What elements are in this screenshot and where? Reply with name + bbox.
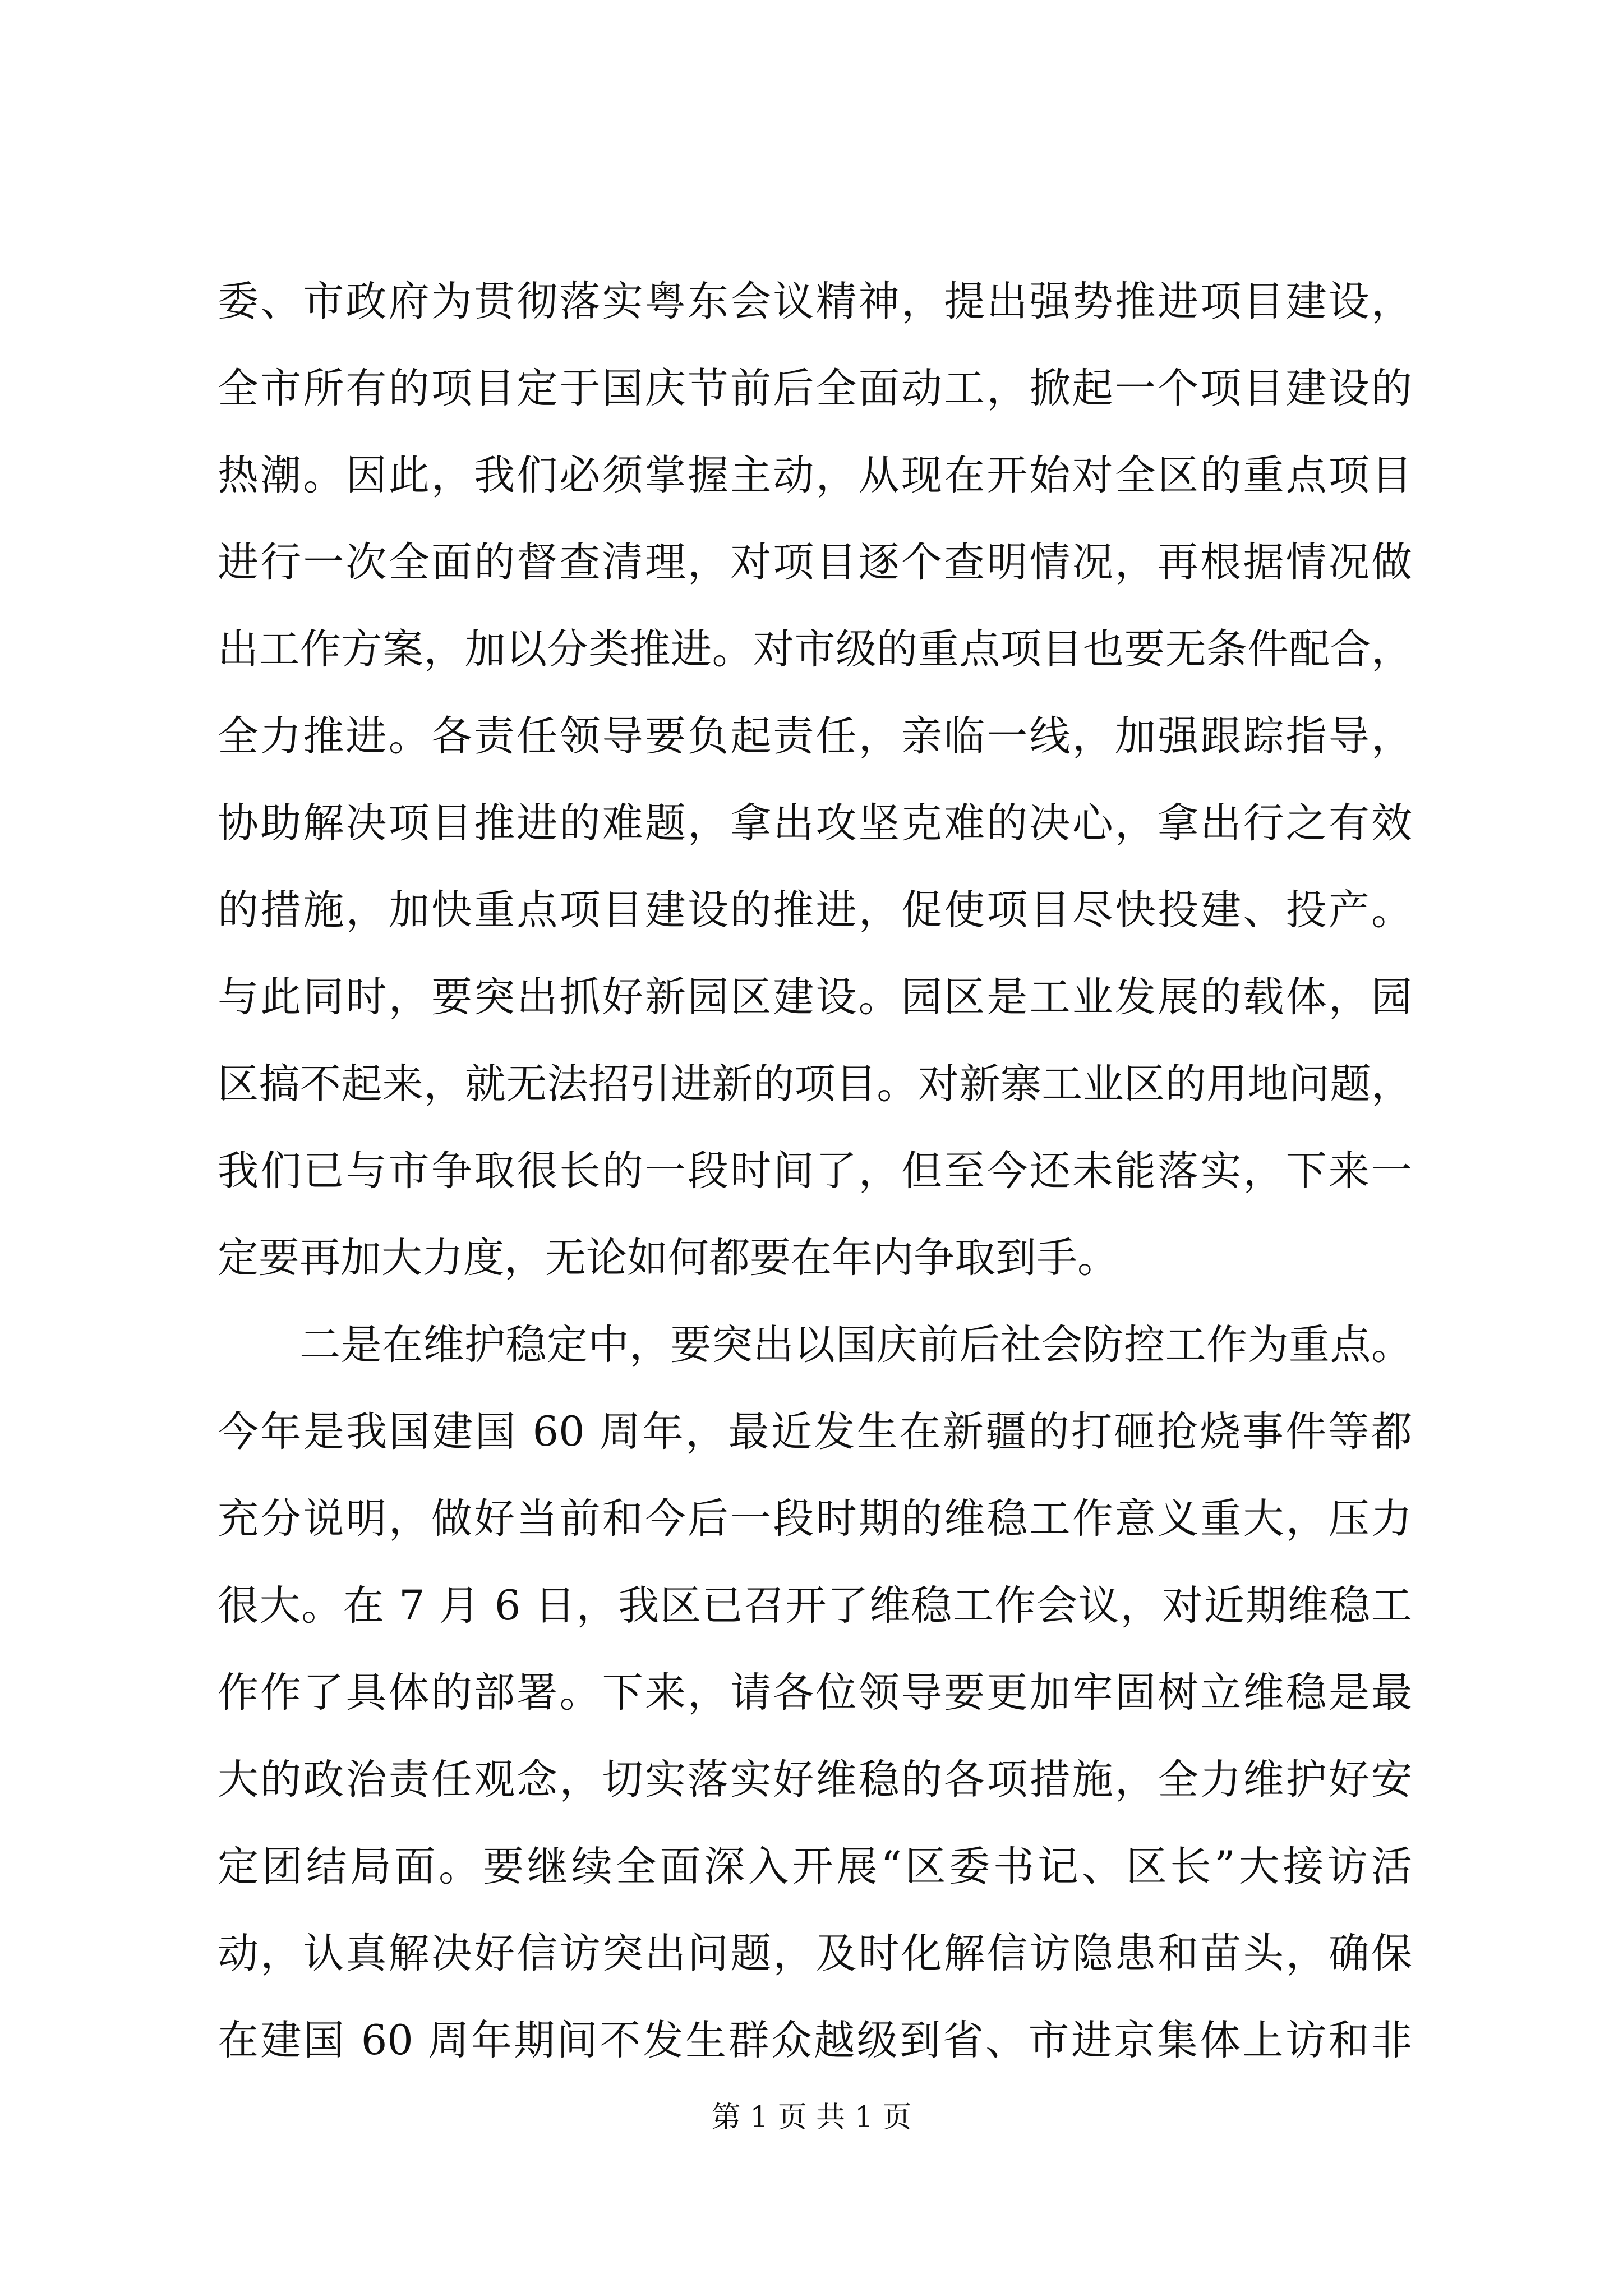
text-line: 进行一次全面的督查清理，对项目逐个查明情况，再根据情况做: [218, 539, 1412, 586]
text-line: 定团结局面。要继续全面深入开展“区委书记、区长”大接访活: [218, 1843, 1412, 1890]
text-line: 协助解决项目推进的难题，拿出攻坚克难的决心，拿出行之有效: [218, 799, 1412, 847]
text-line: 定要再加大力度，无论如何都要在年内争取到手。: [218, 1234, 1118, 1282]
page-footer: [0, 2098, 1623, 2137]
text-line: 出工作方案，加以分类推进。对市级的重点项目也要无条件配合，: [218, 625, 1412, 673]
text-line: 很大。在 7 月 6 日，我区已召开了维稳工作会议，对近期维稳工: [218, 1582, 1412, 1630]
text-line: 我们已与市争取很长的一段时间了，但至今还未能落实，下来一: [218, 1147, 1412, 1195]
text-line-paragraph-start: 二是在维护稳定中，要突出以国庆前后社会防控工作为重点。: [299, 1321, 1412, 1369]
text-line: 的措施，加快重点项目建设的推进，促使项目尽快投建、投产。: [218, 886, 1412, 934]
text-line: 与此同时，要突出抓好新园区建设。园区是工业发展的载体，园: [218, 973, 1412, 1021]
text-line: 动，认真解决好信访突出问题，及时化解信访隐患和苗头，确保: [218, 1930, 1412, 1977]
text-line: 热潮。因此，我们必须掌握主动，从现在开始对全区的重点项目: [218, 452, 1412, 499]
text-line: 全市所有的项目定于国庆节前后全面动工，掀起一个项目建设的: [218, 365, 1412, 412]
text-line: 委、市政府为贯彻落实粤东会议精神，提出强势推进项目建设，: [218, 278, 1412, 325]
text-line: 大的政治责任观念，切实落实好维稳的各项措施，全力维护好安: [218, 1756, 1412, 1803]
text-line: 在建国 60 周年期间不发生群众越级到省、市进京集体上访和非: [218, 2017, 1412, 2064]
document-body: [218, 258, 1412, 2084]
page-number-label: 第 1 页 共 1 页: [711, 2101, 912, 2134]
text-line: 区搞不起来，就无法招引进新的项目。对新寨工业区的用地问题，: [218, 1060, 1412, 1108]
text-line: 全力推进。各责任领导要负起责任，亲临一线，加强跟踪指导，: [218, 712, 1412, 760]
text-line: 今年是我国建国 60 周年，最近发生在新疆的打砸抢烧事件等都: [218, 1408, 1412, 1456]
text-line: 充分说明，做好当前和今后一段时期的维稳工作意义重大，压力: [218, 1495, 1412, 1543]
text-line: 作作了具体的部署。下来，请各位领导要更加牢固树立维稳是最: [218, 1669, 1412, 1717]
